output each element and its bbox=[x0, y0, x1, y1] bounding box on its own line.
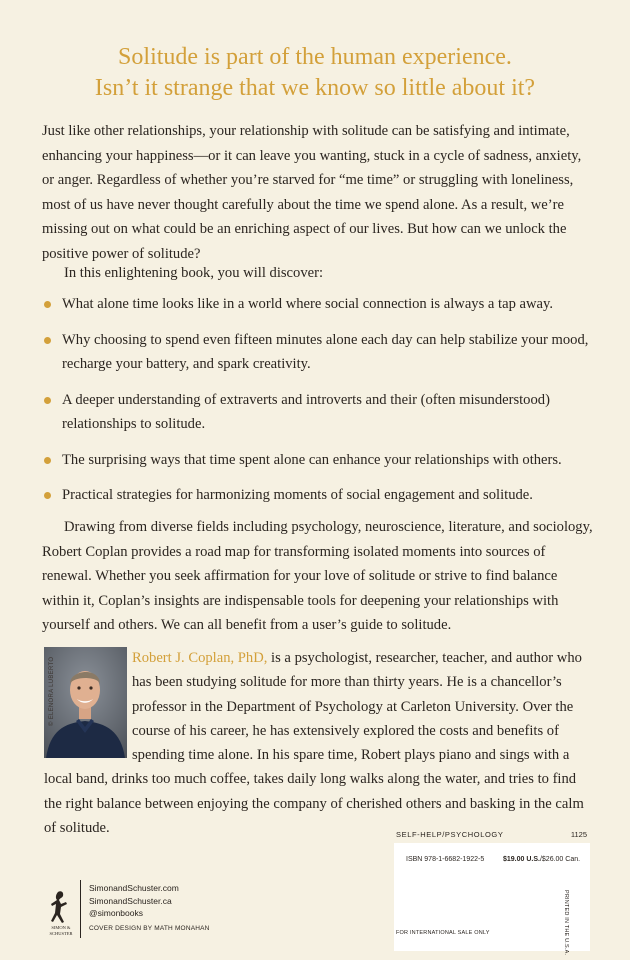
list-item bbox=[44, 292, 594, 317]
list-item-text: Practical strategies for harmonizing moments of social engagement and solitude. bbox=[62, 487, 533, 503]
barcode-area bbox=[394, 830, 599, 956]
category-label: SELF-HELP/PSYCHOLOGY bbox=[396, 830, 504, 839]
sower-logo-icon bbox=[44, 888, 78, 936]
bullet-dot-icon bbox=[44, 301, 51, 308]
bullet-dot-icon bbox=[44, 337, 51, 344]
list-item bbox=[44, 483, 594, 508]
publisher-info bbox=[89, 882, 210, 935]
printed-in-note: PRINTED IN THE U.S.A. bbox=[563, 890, 569, 956]
author-name: Robert J. Coplan, PhD, bbox=[132, 650, 268, 666]
cover-design-credit: COVER DESIGN BY MATH MONAHAN bbox=[89, 924, 210, 932]
publisher-divider bbox=[80, 880, 81, 938]
headline-line-1: Solitude is part of the human experience. bbox=[118, 44, 512, 70]
author-bio bbox=[44, 646, 594, 840]
headline-line-2: Isn’t it strange that we know so little about it? bbox=[94, 75, 536, 101]
bullet-dot-icon bbox=[44, 457, 51, 464]
price-can: /$26.00 Can. bbox=[539, 856, 581, 863]
international-sale-note: FOR INTERNATIONAL SALE ONLY bbox=[396, 930, 490, 936]
website-us-link[interactable]: SimonandSchuster.com bbox=[89, 883, 179, 893]
bullet-dot-icon bbox=[44, 397, 51, 404]
closing-paragraph: Drawing from diverse fields including psychology, neuroscience, literature, and sociology, Robert Coplan provides a road map for transforming isolated moments into sources of renewal. Whether you seek affirmation for your love of solitude or strive to find balance within it, Coplan’s insights are indispensable tools for deepening your relationships with yourself and others. We can all benefit from a user’s guide to solitude. bbox=[42, 519, 593, 633]
list-item-text: A deeper understanding of extraverts and introverts and their (often misunderstood) relationships to solitude. bbox=[62, 391, 550, 432]
price-us: $19.00 U.S. bbox=[503, 856, 540, 863]
intro-paragraph: Just like other relationships, your relationship with solitude can be satisfying and intimate, enhancing your happiness—or it can leave you wanting, stuck in a cycle of sadness, anxiety, or anger. Regardless of whether you’re starved for “me time” or struggling with loneliness, most of us have never thought carefully about the time we spend alone. As a result, we’re missing out on what could be an enriching aspect of our lives. But how can we unlock the positive power of solitude? bbox=[42, 123, 582, 262]
list-item bbox=[44, 388, 594, 437]
price-label bbox=[503, 856, 580, 863]
photo-credit: © ELENORA LUBERTO bbox=[49, 656, 55, 726]
list-item-text: The surprising ways that time spent alone can enhance your relationships with others. bbox=[62, 451, 562, 468]
list-item bbox=[44, 328, 594, 377]
svg-text:SIMON &: SIMON & bbox=[51, 925, 71, 930]
discover-list bbox=[44, 292, 594, 519]
list-item-text: What alone time looks like in a world where social connection is always a tap away. bbox=[62, 296, 554, 312]
headline bbox=[0, 42, 630, 104]
publisher-logo bbox=[44, 888, 78, 936]
lead-in-text: In this enlightening book, you will discover: bbox=[64, 265, 324, 281]
author-bio-text: is a psychologist, researcher, teacher, and author who has been studying solitude for more than thirty years. He is a chancellor’s professor in the Department of Psychology at Carleton University. Over the course of his career, he has extensively explored the costs and benefits of spending time alone. In his spare time, Robert plays piano and sings with a local band, drinks too much coffee, takes daily long walks along the water, and tries to find the right balance between enjoying the company of cherished others and basking in the calm of solitude. bbox=[44, 650, 584, 837]
category-code: 1125 bbox=[570, 830, 587, 839]
list-item-text: Why choosing to spend even fifteen minutes alone each day can help stabilize your mood, recharge your battery, and spark creativity. bbox=[62, 331, 589, 372]
svg-text:SCHUSTER: SCHUSTER bbox=[49, 931, 73, 936]
isbn-number: ISBN 978-1-6682-1922-5 bbox=[406, 856, 485, 863]
social-handle[interactable]: @simonbooks bbox=[89, 908, 143, 918]
list-item bbox=[44, 448, 594, 473]
website-ca-link[interactable]: SimonandSchuster.ca bbox=[89, 895, 172, 906]
bullet-dot-icon bbox=[44, 492, 51, 499]
